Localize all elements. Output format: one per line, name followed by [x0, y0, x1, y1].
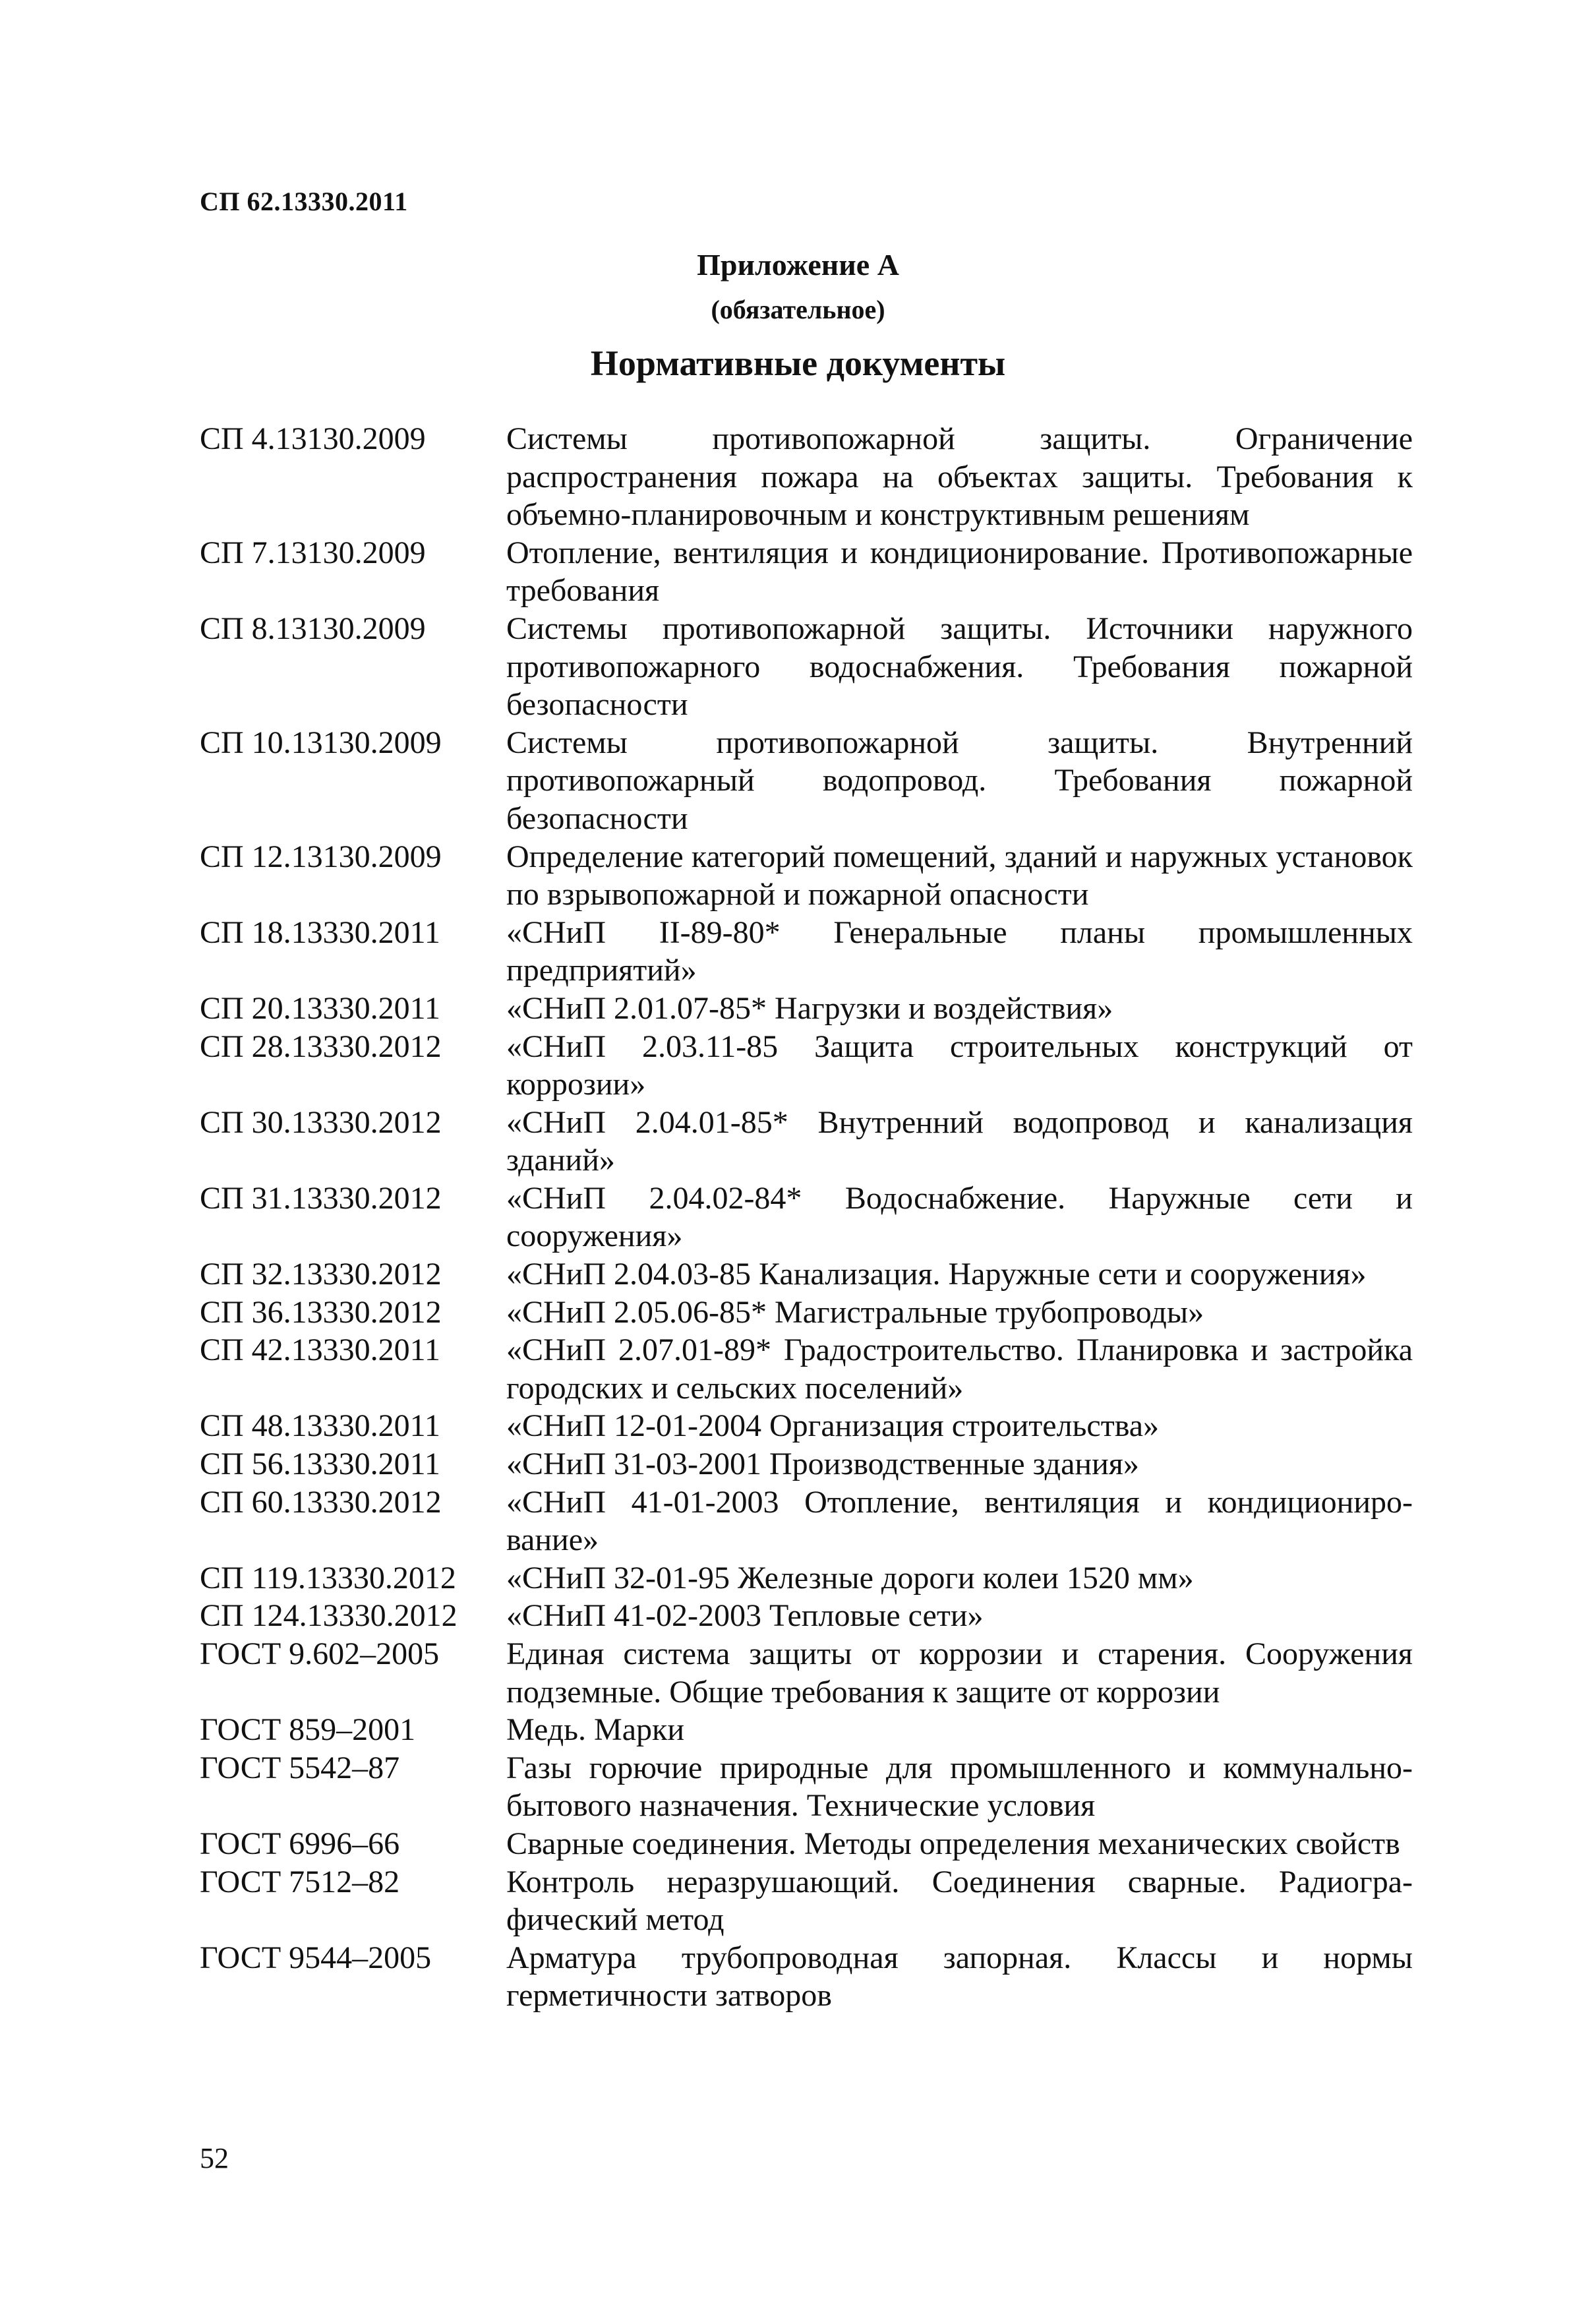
document-title: Контроль неразрушающий. Соединения сварные. Радиогра-фический метод	[506, 1864, 1413, 1938]
document-code: ГОСТ 6996–66	[200, 1826, 400, 1861]
document-row	[200, 1294, 1413, 1332]
document-code: ГОСТ 7512–82	[200, 1864, 400, 1899]
page-number: 52	[200, 2142, 229, 2174]
document-title: «СНиП 2.04.03-85 Канализация. Наружные сети и сооружения»	[506, 1257, 1367, 1292]
document-title: «СНиП II-89-80* Генеральные планы промышленных предприятий»	[506, 914, 1413, 988]
document-row	[200, 1711, 1413, 1749]
document-row	[200, 534, 1413, 610]
document-row	[200, 1331, 1413, 1407]
document-code: СП 31.13330.2012	[200, 1180, 442, 1216]
document-title: Медь. Марки	[506, 1712, 685, 1748]
document-title: «СНиП 2.04.01-85* Внутренний водопровод и канализация зданий»	[506, 1104, 1413, 1178]
document-title: «СНиП 41-02-2003 Тепловые сети»	[506, 1598, 984, 1634]
document-title: Отопление, вентиляция и кондиционирование. Противопожарные требования	[506, 535, 1413, 609]
document-row	[200, 724, 1413, 838]
document-row	[200, 1863, 1413, 1939]
document-code: СП 10.13130.2009	[200, 725, 442, 760]
document-code: СП 119.13330.2012	[200, 1560, 456, 1596]
document-code: СП 32.13330.2012	[200, 1257, 442, 1292]
document-title: Системы противопожарной защиты. Источники наружного противопожарного водоснабжения. Требования пожарной безопасности	[506, 611, 1413, 723]
document-row	[200, 1749, 1413, 1825]
document-title: Единая система защиты от коррозии и старения. Сооружения подземные. Общие требования к защите от коррозии	[506, 1636, 1413, 1710]
section-title: Нормативные документы	[590, 343, 1006, 383]
document-title: Сварные соединения. Методы определения механических свойств	[506, 1826, 1400, 1861]
document-row	[200, 1939, 1413, 2015]
document-code: СП 18.13330.2011	[200, 914, 440, 950]
document-code: СП 20.13330.2011	[200, 990, 440, 1026]
document-code: СП 36.13330.2012	[200, 1294, 442, 1330]
document-row	[200, 1559, 1413, 1597]
document-code: ГОСТ 859–2001	[200, 1712, 416, 1748]
document-title: «СНиП 31-03-2001 Производственные здания»	[506, 1447, 1139, 1482]
document-title: «СНиП 41-01-2003 Отопление, вентиляция и кондициониро-вание»	[506, 1484, 1413, 1558]
document-title: «СНиП 2.05.06-85* Магистральные трубопроводы»	[506, 1294, 1204, 1330]
document-code: СП 8.13130.2009	[200, 611, 426, 646]
document-code: СП 48.13330.2011	[200, 1408, 440, 1444]
document-row	[200, 1597, 1413, 1635]
normative-documents-list	[200, 420, 1413, 2015]
document-row	[200, 420, 1413, 534]
document-title: Газы горючие природные для промышленного и коммунально-бытового назначения. Технические условия	[506, 1750, 1413, 1824]
document-row	[200, 838, 1413, 914]
document-code: СП 56.13330.2011	[200, 1447, 440, 1482]
document-row	[200, 1635, 1413, 1711]
document-title: Определение категорий помещений, зданий и наружных установок по взрывопожарной и пожарной опасности	[506, 839, 1413, 912]
appendix-status: (обязательное)	[711, 295, 885, 324]
document-row	[200, 1104, 1413, 1179]
document-code: СП 42.13330.2011	[200, 1332, 440, 1368]
document-title: «СНиП 2.07.01-89* Градостроительство. Планировка и застройка городских и сельских поселений»	[506, 1332, 1413, 1406]
document-title: Арматура трубопроводная запорная. Классы и нормы герметичности затворов	[506, 1940, 1413, 2014]
document-code: СП 4.13130.2009	[200, 421, 426, 456]
document-title: «СНиП 12-01-2004 Организация строительства»	[506, 1408, 1160, 1444]
document-title: Системы противопожарной защиты. Внутренний противопожарный водопровод. Требования пожарной безопасности	[506, 725, 1413, 836]
document-code: СП 124.13330.2012	[200, 1598, 458, 1634]
document-row	[200, 1407, 1413, 1445]
document-row	[200, 990, 1413, 1028]
document-row	[200, 1255, 1413, 1294]
document-code: ГОСТ 5542–87	[200, 1750, 400, 1785]
document-code: ГОСТ 9544–2005	[200, 1940, 432, 1975]
document-code: СП 60.13330.2012	[200, 1484, 442, 1520]
document-row	[200, 1028, 1413, 1104]
document-row	[200, 1445, 1413, 1483]
document-title: «СНиП 2.03.11-85 Защита строительных конструкций от коррозии»	[506, 1029, 1413, 1102]
document-title: «СНиП 32-01-95 Железные дороги колеи 1520 мм»	[506, 1560, 1194, 1596]
document-code: СП 28.13330.2012	[200, 1029, 442, 1064]
document-row	[200, 1483, 1413, 1559]
document-title: Системы противопожарной защиты. Ограничение распространения пожара на объектах защиты. Требования к объемно-планировочным и конструктивным решениям	[506, 421, 1413, 533]
document-row	[200, 1825, 1413, 1863]
running-header: СП 62.13330.2011	[200, 187, 408, 216]
appendix-title: Приложение А	[697, 248, 899, 282]
document-title: «СНиП 2.01.07-85* Нагрузки и воздействия»	[506, 990, 1113, 1026]
document-code: СП 7.13130.2009	[200, 535, 426, 570]
document-row	[200, 914, 1413, 990]
document-row	[200, 1179, 1413, 1255]
document-code: СП 30.13330.2012	[200, 1104, 442, 1140]
document-code: ГОСТ 9.602–2005	[200, 1636, 440, 1671]
document-code: СП 12.13130.2009	[200, 839, 442, 874]
document-row	[200, 610, 1413, 724]
document-title: «СНиП 2.04.02-84* Водоснабжение. Наружные сети и сооружения»	[506, 1180, 1413, 1254]
